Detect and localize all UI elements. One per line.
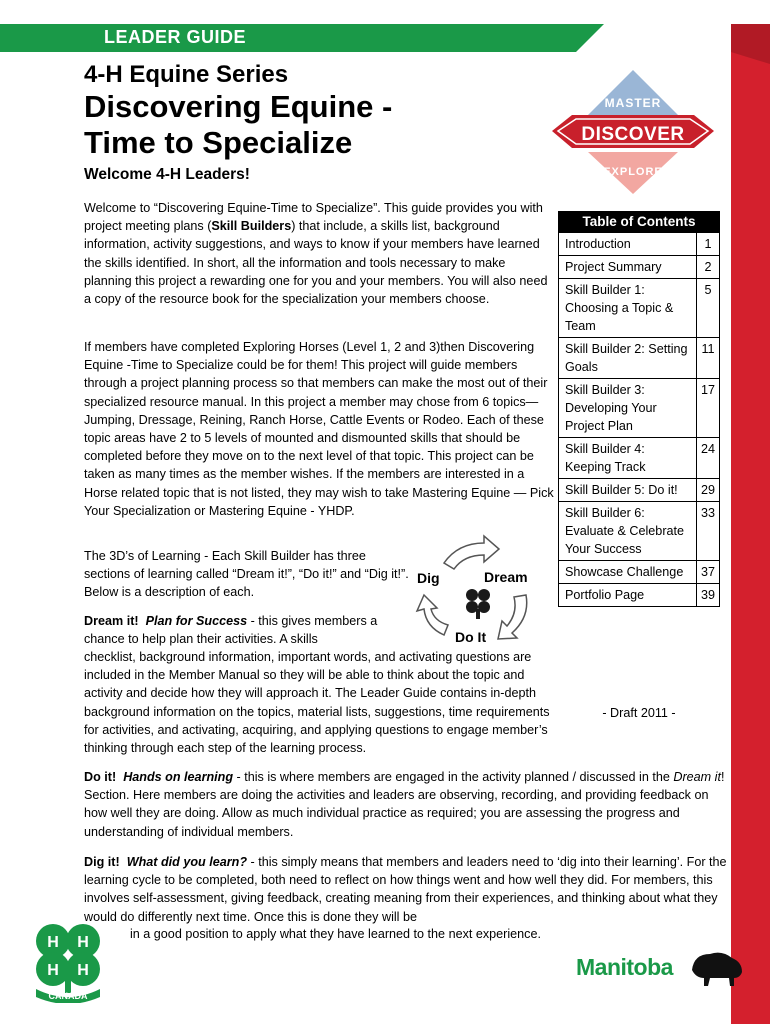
badge-discover: DISCOVER	[581, 124, 685, 145]
dream-it-label: Dream it!	[84, 614, 139, 628]
toc-entry-page: 37	[700, 565, 715, 579]
toc-row	[558, 379, 720, 438]
svg-text:H: H	[77, 934, 89, 951]
toc-entry-label: Skill Builder 3: Developing Your Project Plan	[559, 379, 697, 437]
toc-rows	[558, 233, 720, 607]
do-it-label: Do it!	[84, 770, 117, 784]
do-it-text-a: - this is where members are engaged in the activity planned / discussed in the	[233, 770, 674, 784]
toc-entry-label: Project Summary	[559, 256, 697, 278]
intro-text-b: ) that include, a skills list, background information, activity suggestions, and ways to know if your members have learned the skills identified. In short, all the information and tools necessary to make planning this project a rewarding one for you and your members. You will also need a copy of the resource book for the specialization your members choose.	[84, 219, 548, 307]
4h-canada-logo	[28, 913, 108, 1003]
toc-entry-page: 1	[704, 237, 712, 251]
cycle-doit-label: Do It	[455, 629, 487, 645]
toc-row	[558, 338, 720, 379]
leader-guide-banner	[0, 24, 604, 52]
toc-entry-label: Introduction	[559, 233, 697, 255]
toc-entry-label: Skill Builder 2: Setting Goals	[559, 338, 697, 378]
toc-row	[558, 561, 720, 584]
project-paragraph: If members have completed Exploring Horses (Level 1, 2 and 3)then Discovering Equine -Time to Specialize could be for them! This project will guide members through a project planning process so that members can make the most out of their specialized resource manual. In this project a member may chose from 6 topics—Jumping, Dressage, Reining, Ranch Horse, Cattle Events or Rodeo. Each of these topic areas have 2 to 5 levels of mounted and dismounted skills that should be completed before they move on to the next level of that topic. This project can be taken as many times as the member wishes. If the members are interested in a Horse related topic that is not listed, they may wish to take Mastering Equine — Pick Your Specialization or Mastering Equine - YHDP.	[84, 340, 554, 518]
manitoba-logo	[576, 948, 746, 992]
intro-text-a: Welcome to “Discovering Equine-Time to Specialize”. This guide provides you with project meeting plans (	[84, 201, 543, 234]
dream-it-paragraph-cont: checklist, background information, important words, and activating questions are included in the Member Manual so they will be able to think about the topic and activity and decide how they will approach it. The Leader Guide contains in-depth background information on the topics, material lists, suggestions, time requirements for activities, and activating, acquiring, and applying questions to engage member’s thinking through each step of the learning process.	[84, 650, 550, 756]
title-line-2: Time to Specialize	[84, 125, 353, 160]
svg-text:H: H	[77, 962, 89, 979]
canada-label: CANADA	[48, 991, 88, 1001]
toc-entry-page: 11	[701, 342, 715, 356]
dream-it-text-a: - this gives members a chance to help plan their activities. A skills	[84, 614, 378, 647]
toc-entry-label: Skill Builder 5: Do it!	[559, 479, 697, 501]
toc-row	[558, 256, 720, 279]
toc-entry-label: Showcase Challenge	[559, 561, 697, 583]
toc-entry-page: 2	[704, 260, 712, 274]
badge-master: MASTER	[604, 96, 662, 110]
toc-entry-label: Skill Builder 1: Choosing a Topic & Team	[559, 279, 697, 337]
4h-clover-icon	[28, 913, 108, 1003]
welcome-heading: Welcome 4-H Leaders!	[84, 166, 250, 183]
dig-it-paragraph	[84, 853, 734, 926]
learning-cycle-diagram	[410, 533, 558, 653]
red-side-strip	[731, 24, 770, 1024]
toc-entry-page: 17	[700, 383, 715, 397]
toc-entry-page: 33	[700, 506, 715, 520]
intro-paragraph	[84, 199, 549, 308]
svg-text:H: H	[47, 934, 59, 951]
toc-heading: Table of Contents	[558, 211, 720, 233]
series-title: 4-H Equine Series	[84, 61, 289, 88]
dream-it-ref: Dream it	[673, 770, 721, 784]
do-it-subtitle: Hands on learning	[123, 770, 234, 784]
badge-explore: EXPLORE	[603, 166, 663, 178]
toc-entry-page: 5	[704, 283, 712, 297]
table-of-contents	[558, 211, 720, 607]
svg-text:H: H	[47, 962, 59, 979]
toc-entry-page: 24	[700, 442, 715, 456]
cycle-dig-label: Dig	[417, 570, 440, 586]
bison-icon	[688, 948, 746, 988]
dig-it-subtitle: What did you learn?	[126, 855, 248, 869]
toc-row	[558, 279, 720, 338]
toc-entry-label: Skill Builder 4: Keeping Track	[559, 438, 697, 478]
toc-row	[558, 438, 720, 479]
banner-shape	[0, 24, 604, 52]
level-badge	[538, 70, 728, 194]
toc-entry-label: Portfolio Page	[559, 584, 697, 606]
dream-it-paragraph	[84, 612, 414, 648]
cycle-dream-label: Dream	[484, 569, 528, 585]
do-it-paragraph	[84, 768, 734, 841]
toc-row	[558, 479, 720, 502]
toc-row	[558, 502, 720, 561]
toc-entry-label: Skill Builder 6: Evaluate & Celebrate Your Success	[559, 502, 697, 560]
title-line-1: Discovering Equine -	[84, 89, 393, 124]
dig-it-paragraph-cont: in a good position to apply what they have learned to the next experience.	[130, 927, 541, 941]
banner-label: LEADER GUIDE	[104, 27, 247, 47]
do-it-text-b: ! Section. Here members are doing the activities and leaders are observing, recording, and providing feedback on how well they are doing. Allow as much individual practice as required; you are assessing the progress and understanding of individual members.	[84, 770, 725, 839]
dig-it-text-a: - this simply means that members and leaders need to ‘dig into their learning’. For the learning cycle to be completed, both need to reflect on how things went and how well they did. For members, this involves self-assessment, giving feedback, creating meaning from their experiences, and thinking about what they would do differently next time. Once this is done they will be	[84, 855, 727, 924]
toc-entry-page: 29	[700, 483, 715, 497]
toc-row	[558, 233, 720, 256]
manitoba-wordmark: Manitoba	[576, 954, 673, 980]
page-title	[84, 89, 554, 161]
dig-it-label: Dig it!	[84, 855, 120, 869]
toc-entry-page: 39	[700, 588, 715, 602]
draft-label: - Draft 2011 -	[602, 706, 676, 720]
three-ds-paragraph: The 3D’s of Learning - Each Skill Builder has three sections of learning called “Dream it!”, “Do it!” and “Dig it!”. Below is a description of each.	[84, 549, 409, 600]
toc-row	[558, 584, 720, 607]
skill-builders-term: Skill Builders	[211, 219, 292, 234]
dream-it-subtitle: Plan for Success	[145, 614, 248, 628]
